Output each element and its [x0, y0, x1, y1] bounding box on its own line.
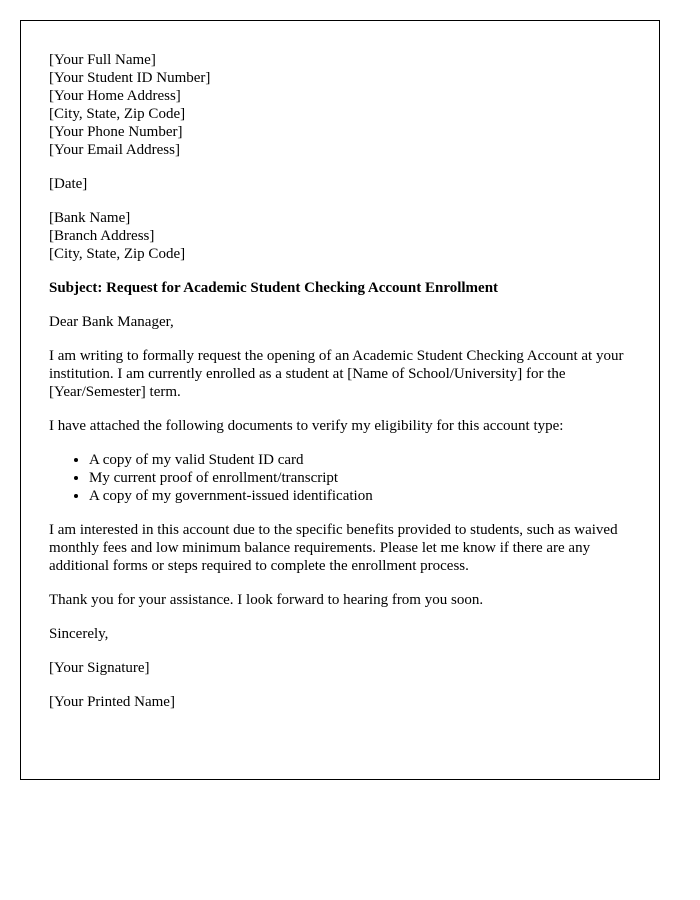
letter-page — [20, 20, 660, 780]
subject-line: Subject: Request for Academic Student Checking Account Enrollment — [49, 280, 499, 296]
sender-city-state-zip: [City, State, Zip Code] — [49, 106, 186, 122]
intro-paragraph: I am writing to formally request the opening of an Academic Student Checking Account at your institution. I am currently enrolled as a student at [Name of School/University] for the [Year/Semester] term. — [49, 348, 624, 400]
sender-name: [Your Full Name] — [49, 52, 156, 68]
interest-paragraph: I am interested in this account due to the specific benefits provided to students, such as waived monthly fees and low minimum balance requirements. Please let me know if there are any additional forms or steps required to complete the enrollment process. — [49, 522, 618, 574]
printed-name: [Your Printed Name] — [49, 694, 175, 710]
salutation: Dear Bank Manager, — [49, 314, 174, 330]
documents-list — [49, 451, 631, 505]
recipient-block — [49, 209, 631, 263]
thanks-paragraph: Thank you for your assistance. I look forward to hearing from you soon. — [49, 592, 484, 608]
letter-date: [Date] — [49, 176, 88, 192]
list-item: • A copy of my government-issued identification — [89, 487, 631, 505]
sender-email: [Your Email Address] — [49, 142, 180, 158]
documents-intro-paragraph: I have attached the following documents to verify my eligibility for this account type: — [49, 418, 564, 434]
recipient-city-state-zip: [City, State, Zip Code] — [49, 246, 186, 262]
recipient-bank-name: [Bank Name] — [49, 210, 131, 226]
sender-address: [Your Home Address] — [49, 88, 181, 104]
recipient-branch-address: [Branch Address] — [49, 228, 155, 244]
sender-phone: [Your Phone Number] — [49, 124, 183, 140]
list-item: • A copy of my valid Student ID card — [89, 451, 631, 469]
list-item: • My current proof of enrollment/transcript — [89, 469, 631, 487]
sender-block — [49, 51, 631, 159]
closing: Sincerely, — [49, 626, 109, 642]
date-block — [49, 175, 631, 193]
signature: [Your Signature] — [49, 660, 150, 676]
sender-student-id: [Your Student ID Number] — [49, 70, 211, 86]
